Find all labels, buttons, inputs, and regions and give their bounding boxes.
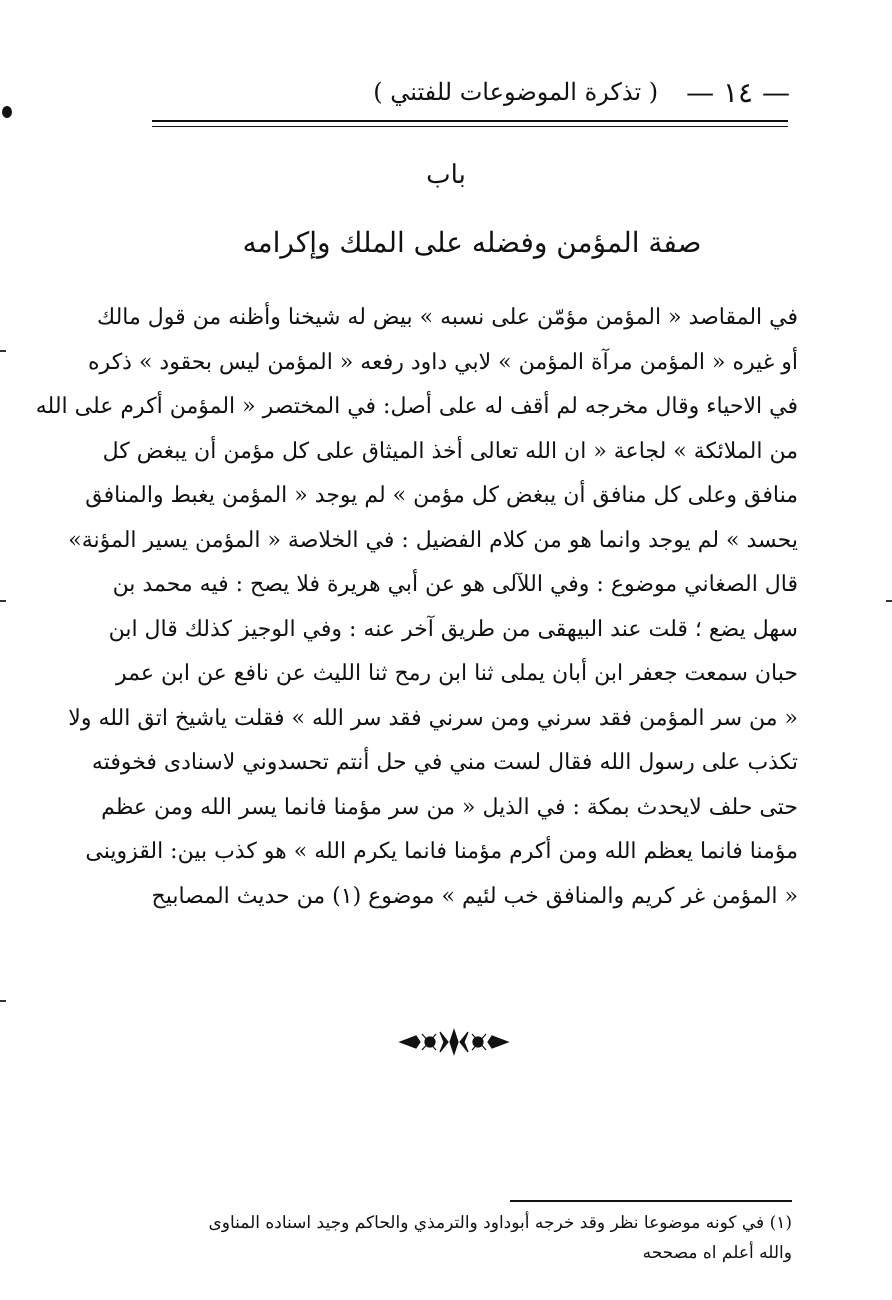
- margin-tick: [0, 600, 6, 602]
- body-line: حتى حلف لايحدث بمكة : في الذيل « من سر مؤمنا فانما يسر الله ومن عظم: [101, 794, 798, 820]
- footnotes: [130, 1208, 792, 1268]
- running-header: [270, 68, 790, 116]
- margin-tick: [886, 600, 892, 602]
- body-line: من الملائكة » لجاعة « ان الله تعالى أخذ الميثاق على كل مؤمن أن يبغض كل: [102, 438, 798, 464]
- body-line: منافق وعلى كل منافق أن يبغض كل مؤمن » لم يوجد « المؤمن يغبط والمنافق: [85, 483, 798, 508]
- footnote-line: والله أعلم اه مصححه: [642, 1243, 792, 1263]
- margin-tick: [0, 1000, 6, 1002]
- body-line: حبان سمعت جعفر ابن أبان يملى ثنا ابن رمح ثنا الليث عن نافع عن ابن عمر: [115, 661, 798, 686]
- body-line: « المؤمن غر كريم والمنافق خب لئيم » موضوع (١) من حديث المصابيح: [151, 883, 798, 909]
- body-line: يحسد » لم يوجد وانما هو من كلام الفضيل : في الخلاصة « المؤمن يسير المؤنة»: [68, 527, 798, 553]
- body-line: في الاحياء وقال مخرجه لم أقف له على أصل: في المختصر « المؤمن أكرم على الله: [35, 394, 798, 419]
- body-line: في المقاصد « المؤمن مؤمّن على نسبه » بيض له شيخنا وأظنه من قول مالك: [97, 305, 798, 330]
- ornament-divider-icon: [396, 1024, 512, 1060]
- section-title: صفة المؤمن وفضله على الملك وإكرامه: [242, 226, 702, 259]
- body-line: مؤمنا فانما يعظم الله ومن أكرم مؤمنا فانما يكرم الله » هو كذب بين: القزوينى: [85, 839, 798, 864]
- body-text: [35, 296, 798, 919]
- body-line: قال الصغاني موضوع : وفي اللآلى هو عن أبي هريرة فلا يصح : فيه محمد بن: [112, 572, 798, 597]
- footnote-separator: [510, 1200, 792, 1202]
- body-line: أو غيره « المؤمن مرآة المؤمن » لابي داود رفعه « المؤمن ليس بحقود » ذكره: [88, 349, 798, 375]
- header-rule-thick: [152, 120, 788, 122]
- chapter-label: باب: [426, 160, 466, 190]
- margin-dot-icon: [2, 106, 12, 118]
- body-line: تكذب على رسول الله فقال لست مني في حل أنتم تحسدوني لاسنادى فخوفته: [91, 750, 798, 775]
- page-number: — ١٤ —: [686, 75, 790, 109]
- header-rule-thin: [152, 126, 788, 127]
- body-line: سهل يضع ؛ قلت عند البيهقى من طريق آخر عنه : وفي الوجيز كذلك قال ابن: [108, 616, 798, 642]
- footnote-line: (١) في كونه موضوعا نظر وقد خرجه أبوداود والترمذي والحاكم وجيد اسناده المناوى: [208, 1213, 792, 1233]
- margin-tick: [0, 350, 6, 352]
- running-title: ( تذكرة الموضوعات للفتني ): [373, 78, 659, 106]
- body-line: « من سر المؤمن فقد سرني ومن سرني فقد سر الله » فقلت ياشيخ اتق الله ولا: [68, 705, 798, 731]
